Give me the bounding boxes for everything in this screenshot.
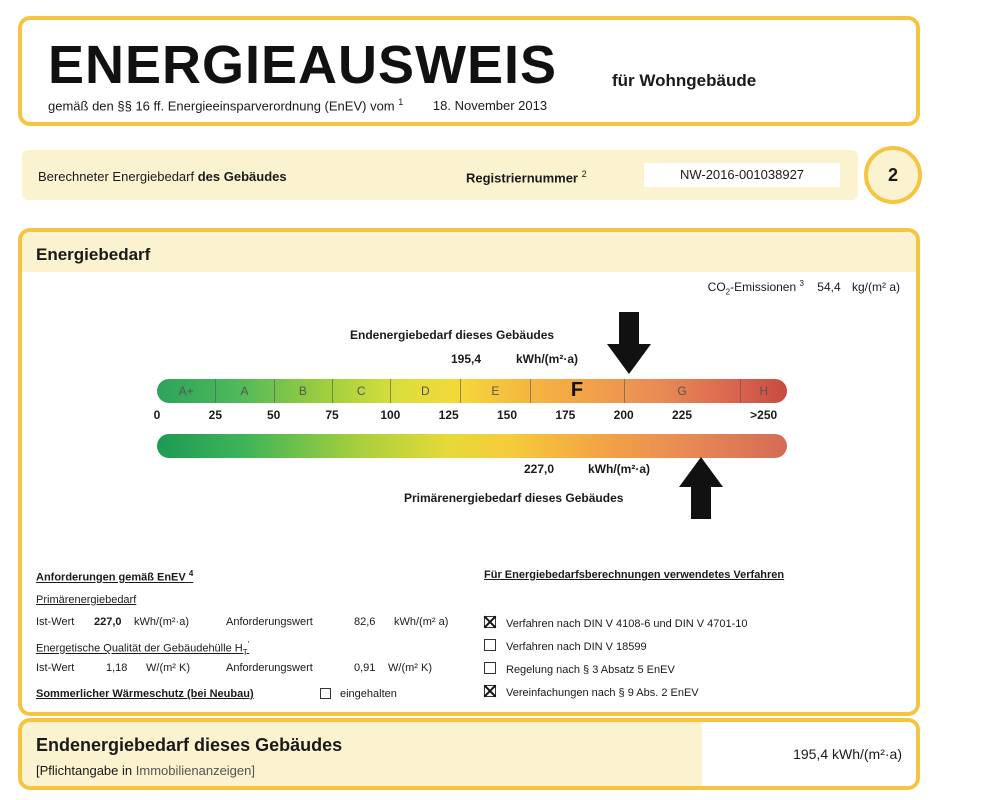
regulation-line — [48, 97, 547, 113]
class-divider — [390, 379, 391, 403]
method-label: Verfahren nach DIN V 18599 — [506, 641, 647, 653]
primary-actual-unit: kWh/(m²·a) — [134, 616, 189, 628]
quality-actual-label: Ist-Wert — [36, 662, 75, 674]
methods-title: Für Energiebedarfsberechnungen verwendetes Verfahren — [484, 569, 785, 581]
primary-requirement-value: 82,6 — [354, 616, 376, 628]
quality-requirement-label: Anforderungswert — [226, 662, 313, 674]
quality-actual-value: 1,18 — [106, 662, 128, 674]
method-label: Regelung nach § 3 Absatz 5 EnEV — [506, 664, 675, 676]
primary-actual-label: Ist-Wert — [36, 616, 75, 628]
scale-tick-label: 125 — [438, 408, 459, 422]
summer-protection-label: Sommerlicher Wärmeschutz (bei Neubau) — [36, 688, 254, 700]
requirements-primary-title: Primärenergiebedarf — [36, 594, 137, 606]
energy-class-d: D — [420, 384, 430, 398]
registration-band — [22, 150, 858, 200]
class-divider — [530, 379, 531, 403]
registration-number-label-text: Registriernummer — [466, 170, 578, 186]
co2-unit: kg/(m² a) — [852, 280, 900, 294]
requirements-title — [36, 569, 193, 584]
quality-title-text: Energetische Qualität der Gebäudehülle H — [36, 642, 243, 655]
registration-number-footnote: 2 — [581, 169, 587, 179]
scale-tick-label: 225 — [671, 408, 693, 422]
final-energy-note-muted: Immobilienanzeigen] — [135, 763, 255, 778]
class-divider — [274, 379, 275, 403]
energy-demand-title: Energiebedarf — [36, 245, 151, 264]
co2-emissions — [708, 279, 900, 296]
co2-footnote: 3 — [799, 279, 804, 288]
quality-requirement-value: 0,91 — [354, 662, 376, 674]
primary-actual-value: 227,0 — [94, 616, 122, 628]
regulation-date: 18. November 2013 — [432, 98, 548, 114]
scale-tick-label: 200 — [613, 408, 634, 422]
final-energy-title-main: nergiebedarf dieses Gebäudes — [80, 735, 343, 755]
method-item — [484, 685, 699, 699]
end-energy-value: 195,4 — [451, 352, 482, 366]
requirements-footnote: 4 — [188, 569, 194, 578]
efficiency-scale-bar — [157, 379, 787, 403]
class-divider — [215, 379, 216, 403]
scale-tick-label: >250 — [750, 408, 778, 422]
energy-demand-box — [18, 228, 920, 716]
co2-label-suffix: -Emissionen — [730, 280, 797, 294]
energy-class-b: B — [298, 384, 307, 398]
primary-energy-unit: kWh/(m²·a) — [588, 462, 650, 476]
energy-class-f: F — [570, 379, 584, 401]
regulation-text: gemäß den §§ 16 ff. Energieeinsparverordnung (EnEV) vom — [48, 98, 395, 114]
scale-tick-label: 25 — [208, 408, 223, 422]
calculated-demand-label-suffix: des Gebäudes — [197, 169, 287, 184]
scale-tick-label: 150 — [496, 408, 518, 422]
co2-label: CO — [707, 280, 726, 294]
class-divider — [740, 379, 741, 403]
scale-tick-label: 50 — [266, 408, 281, 422]
energy-class-a: A — [240, 384, 249, 398]
page-number-badge: 2 — [864, 146, 922, 204]
page-title: ENERGIEAUSWEIS — [48, 35, 558, 95]
primary-requirement-unit: kWh/(m² a) — [394, 616, 449, 628]
energy-class-h: H — [759, 384, 768, 398]
summer-protection-text: eingehalten — [340, 688, 397, 700]
requirements-quality-title — [36, 640, 249, 657]
energy-demand-title-bar — [22, 232, 916, 272]
method-checkbox[interactable] — [484, 616, 496, 628]
quality-requirement-unit: W/(m² K) — [388, 662, 432, 674]
regulation-footnote: 1 — [398, 97, 404, 107]
energy-class-g: G — [677, 384, 687, 398]
registration-number-label — [466, 169, 587, 185]
end-energy-arrow-icon — [607, 312, 651, 374]
energy-class-aplus: A+ — [178, 384, 194, 398]
summer-protection-checkbox[interactable] — [320, 688, 331, 699]
primary-requirement-label: Anforderungswert — [226, 616, 313, 628]
method-label: Verfahren nach DIN V 4108-6 und DIN V 4701-10 — [506, 618, 748, 630]
energy-class-e: E — [491, 384, 500, 398]
method-label: Vereinfachungen nach § 9 Abs. 2 EnEV — [506, 687, 699, 699]
final-energy-value: 195,4 kWh/(m²·a) — [793, 746, 902, 762]
primary-energy-title: Primärenergiebedarf dieses Gebäudes — [404, 491, 624, 505]
energy-class-c: C — [356, 384, 366, 398]
co2-value: 54,4 — [817, 280, 841, 294]
quality-title-footnote: ' — [247, 640, 250, 649]
scale-tick-label: 0 — [153, 408, 161, 422]
header-box — [18, 16, 920, 126]
method-item — [484, 662, 675, 676]
method-item — [484, 616, 748, 630]
method-checkbox[interactable] — [484, 662, 496, 674]
scale-tick-label: 175 — [555, 408, 576, 422]
end-energy-title: Endenergiebedarf dieses Gebäudes — [350, 328, 555, 342]
method-item — [484, 639, 647, 653]
final-energy-note — [36, 763, 255, 778]
method-checkbox[interactable] — [484, 685, 496, 697]
requirements-title-text: Anforderungen gemäß EnEV — [36, 571, 186, 584]
co2-sub: 2 — [725, 287, 731, 297]
registration-number-value: NW-2016-001038927 — [644, 163, 840, 187]
quality-title-sub: T — [242, 647, 248, 657]
final-energy-box — [18, 718, 920, 790]
primary-energy-arrow-icon — [679, 457, 723, 519]
primary-energy-value: 227,0 — [524, 462, 555, 476]
scale-tick-label: 100 — [380, 408, 401, 422]
class-divider — [332, 379, 333, 403]
final-energy-title-prefix: Ende — [36, 735, 81, 755]
class-divider — [624, 379, 625, 403]
scale-tick-label: 75 — [325, 408, 339, 422]
primary-energy-gradient-bar — [157, 434, 787, 458]
calculated-demand-label-prefix: Berechneter Energiebedarf — [38, 169, 195, 184]
method-checkbox[interactable] — [484, 639, 496, 651]
quality-actual-unit: W/(m² K) — [146, 662, 190, 674]
end-energy-unit: kWh/(m²·a) — [516, 352, 578, 366]
calculated-demand-label — [38, 169, 287, 184]
final-energy-title — [36, 735, 342, 756]
page-subtitle: für Wohngebäude — [612, 71, 757, 90]
final-energy-note-prefix: [Pflichtangabe in — [36, 763, 133, 778]
final-energy-value-box — [702, 722, 916, 786]
class-divider — [460, 379, 461, 403]
